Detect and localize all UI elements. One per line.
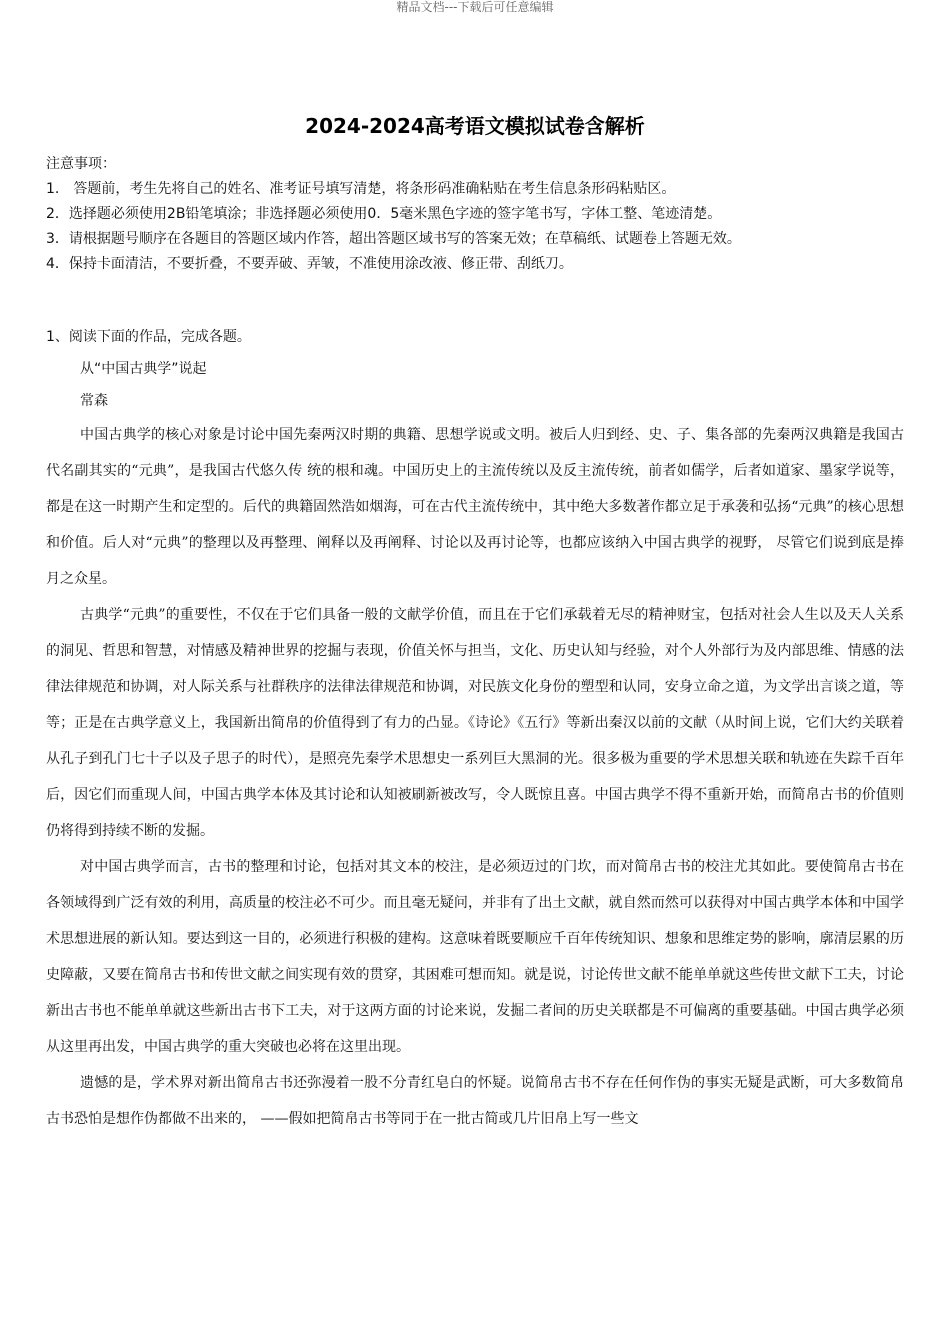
article-paragraph: 遗憾的是，学术界对新出简帛古书还弥漫着一股不分青红皂白的怀疑。说简帛古书不存在任何作伪的事实无疑是武断，可大多数简帛古书恐怕是想作伪都做不出来的， ——假如把简帛古书等同于在一批古简或几片旧帛上写一些文 xyxy=(46,1075,904,1127)
notice-item: 3．请根据题号顺序在各题目的答题区域内作答，超出答题区域书写的答案无效；在草稿纸、试题卷上答题无效。 xyxy=(46,231,741,247)
header-note: 精品文档---下载后可任意编辑 xyxy=(396,0,554,14)
article-paragraph: 对中国古典学而言，古书的整理和讨论，包括对其文本的校注，是必须迈过的门坎，而对简帛古书的校注尤其如此。要使简帛古书在各领域得到广泛有效的利用，高质量的校注必不可少。而且毫无疑问，并非有了出土文献，就自然而然可以获得对中国古典学本体和中国学术思想进展的新认知。要达到这一目的，必须进行积极的建构。这意味着既要顺应千百年传统知识、想象和思维定势的影响，廓清层累的历史障蔽，又要在简帛古书和传世文献之间实现有效的贯穿，其困难可想而知。就是说，讨论传世文献不能单单就这些传世文献下工夫，讨论新出古书也不能单单就这些新出古书下工夫，对于这两方面的讨论来说，发掘二者间的历史关联都是不可偏离的重要基础。中国古典学必须从这里再出发，中国古典学的重大突破也必将在这里出现。 xyxy=(46,859,904,1055)
notice-item: 4．保持卡面清洁，不要折叠，不要弄破、弄皱，不准使用涂改液、修正带、刮纸刀。 xyxy=(46,256,573,272)
article-title: 从“中国古典学”说起 xyxy=(80,361,207,377)
notice-section xyxy=(46,152,916,277)
notice-heading: 注意事项： xyxy=(46,156,116,172)
article-paragraph: 中国古典学的核心对象是讨论中国先秦两汉时期的典籍、思想学说或文明。被后人归到经、史、子、集各部的先秦两汉典籍是我国古代名副其实的“元典”，是我国古代悠久传 统的根和魂。中国历史上的主流传统以及反主流传统，前者如儒学，后者如道家、墨家学说等，都是在这一时期产生和定型的。后代的典籍固然浩如烟海，可在古代主流传统中，其中绝大多数著作都立足于承袭和弘扬“元典”的核心思想和价值。后人对“元典”的整理以及再整理、阐释以及再阐释、讨论以及再讨论等，也都应该纳入中国古典学的视野， 尽管它们说到底是捧月之众星。 xyxy=(46,427,904,587)
document-title: 2024-2024高考语文模拟试卷含解析 xyxy=(305,114,645,138)
notice-item: 1. 答题前，考生先将自己的姓名、准考证号填写清楚，将条形码准确粘贴在考生信息条形码粘贴区。 xyxy=(46,181,676,197)
question-content xyxy=(46,323,904,1137)
notice-item: 2．选择题必须使用2B铅笔填涂；非选择题必须使用0．5毫米黑色字迹的签字笔书写，字体工整、笔迹清楚。 xyxy=(46,206,722,222)
question-intro: 1、阅读下面的作品，完成各题。 xyxy=(46,329,251,345)
article-paragraph: 古典学“元典”的重要性，不仅在于它们具备一般的文献学价值，而且在于它们承载着无尽的精神财宝，包括对社会人生以及天人关系的洞见、哲思和智慧，对情感及精神世界的挖掘与表现，价值关怀与担当，文化、历史认知与经验，对个人外部行为及内部思维、情感的法律法律规范和协调，对人际关系与社群秩序的法律法律规范和协调，对民族文化身份的塑型和认同，安身立命之道，为文学出言谈之道，等等；正是在古典学意义上，我国新出简帛的价值得到了有力的凸显。《诗论》《五行》等新出秦汉以前的文献（从时间上说，它们大约关联着从孔子到孔门七十子以及子思子的时代），是照亮先秦学术思想史一系列巨大黑洞的光。很多极为重要的学术思想关联和轨迹在失踪千百年后，因它们而重现人间，中国古典学本体及其讨论和认知被刷新被改写，令人既惊且喜。中国古典学不得不重新开始，而简帛古书的价值则仍将得到持续不断的发掘。 xyxy=(46,607,904,839)
article-author: 常森 xyxy=(80,393,108,409)
